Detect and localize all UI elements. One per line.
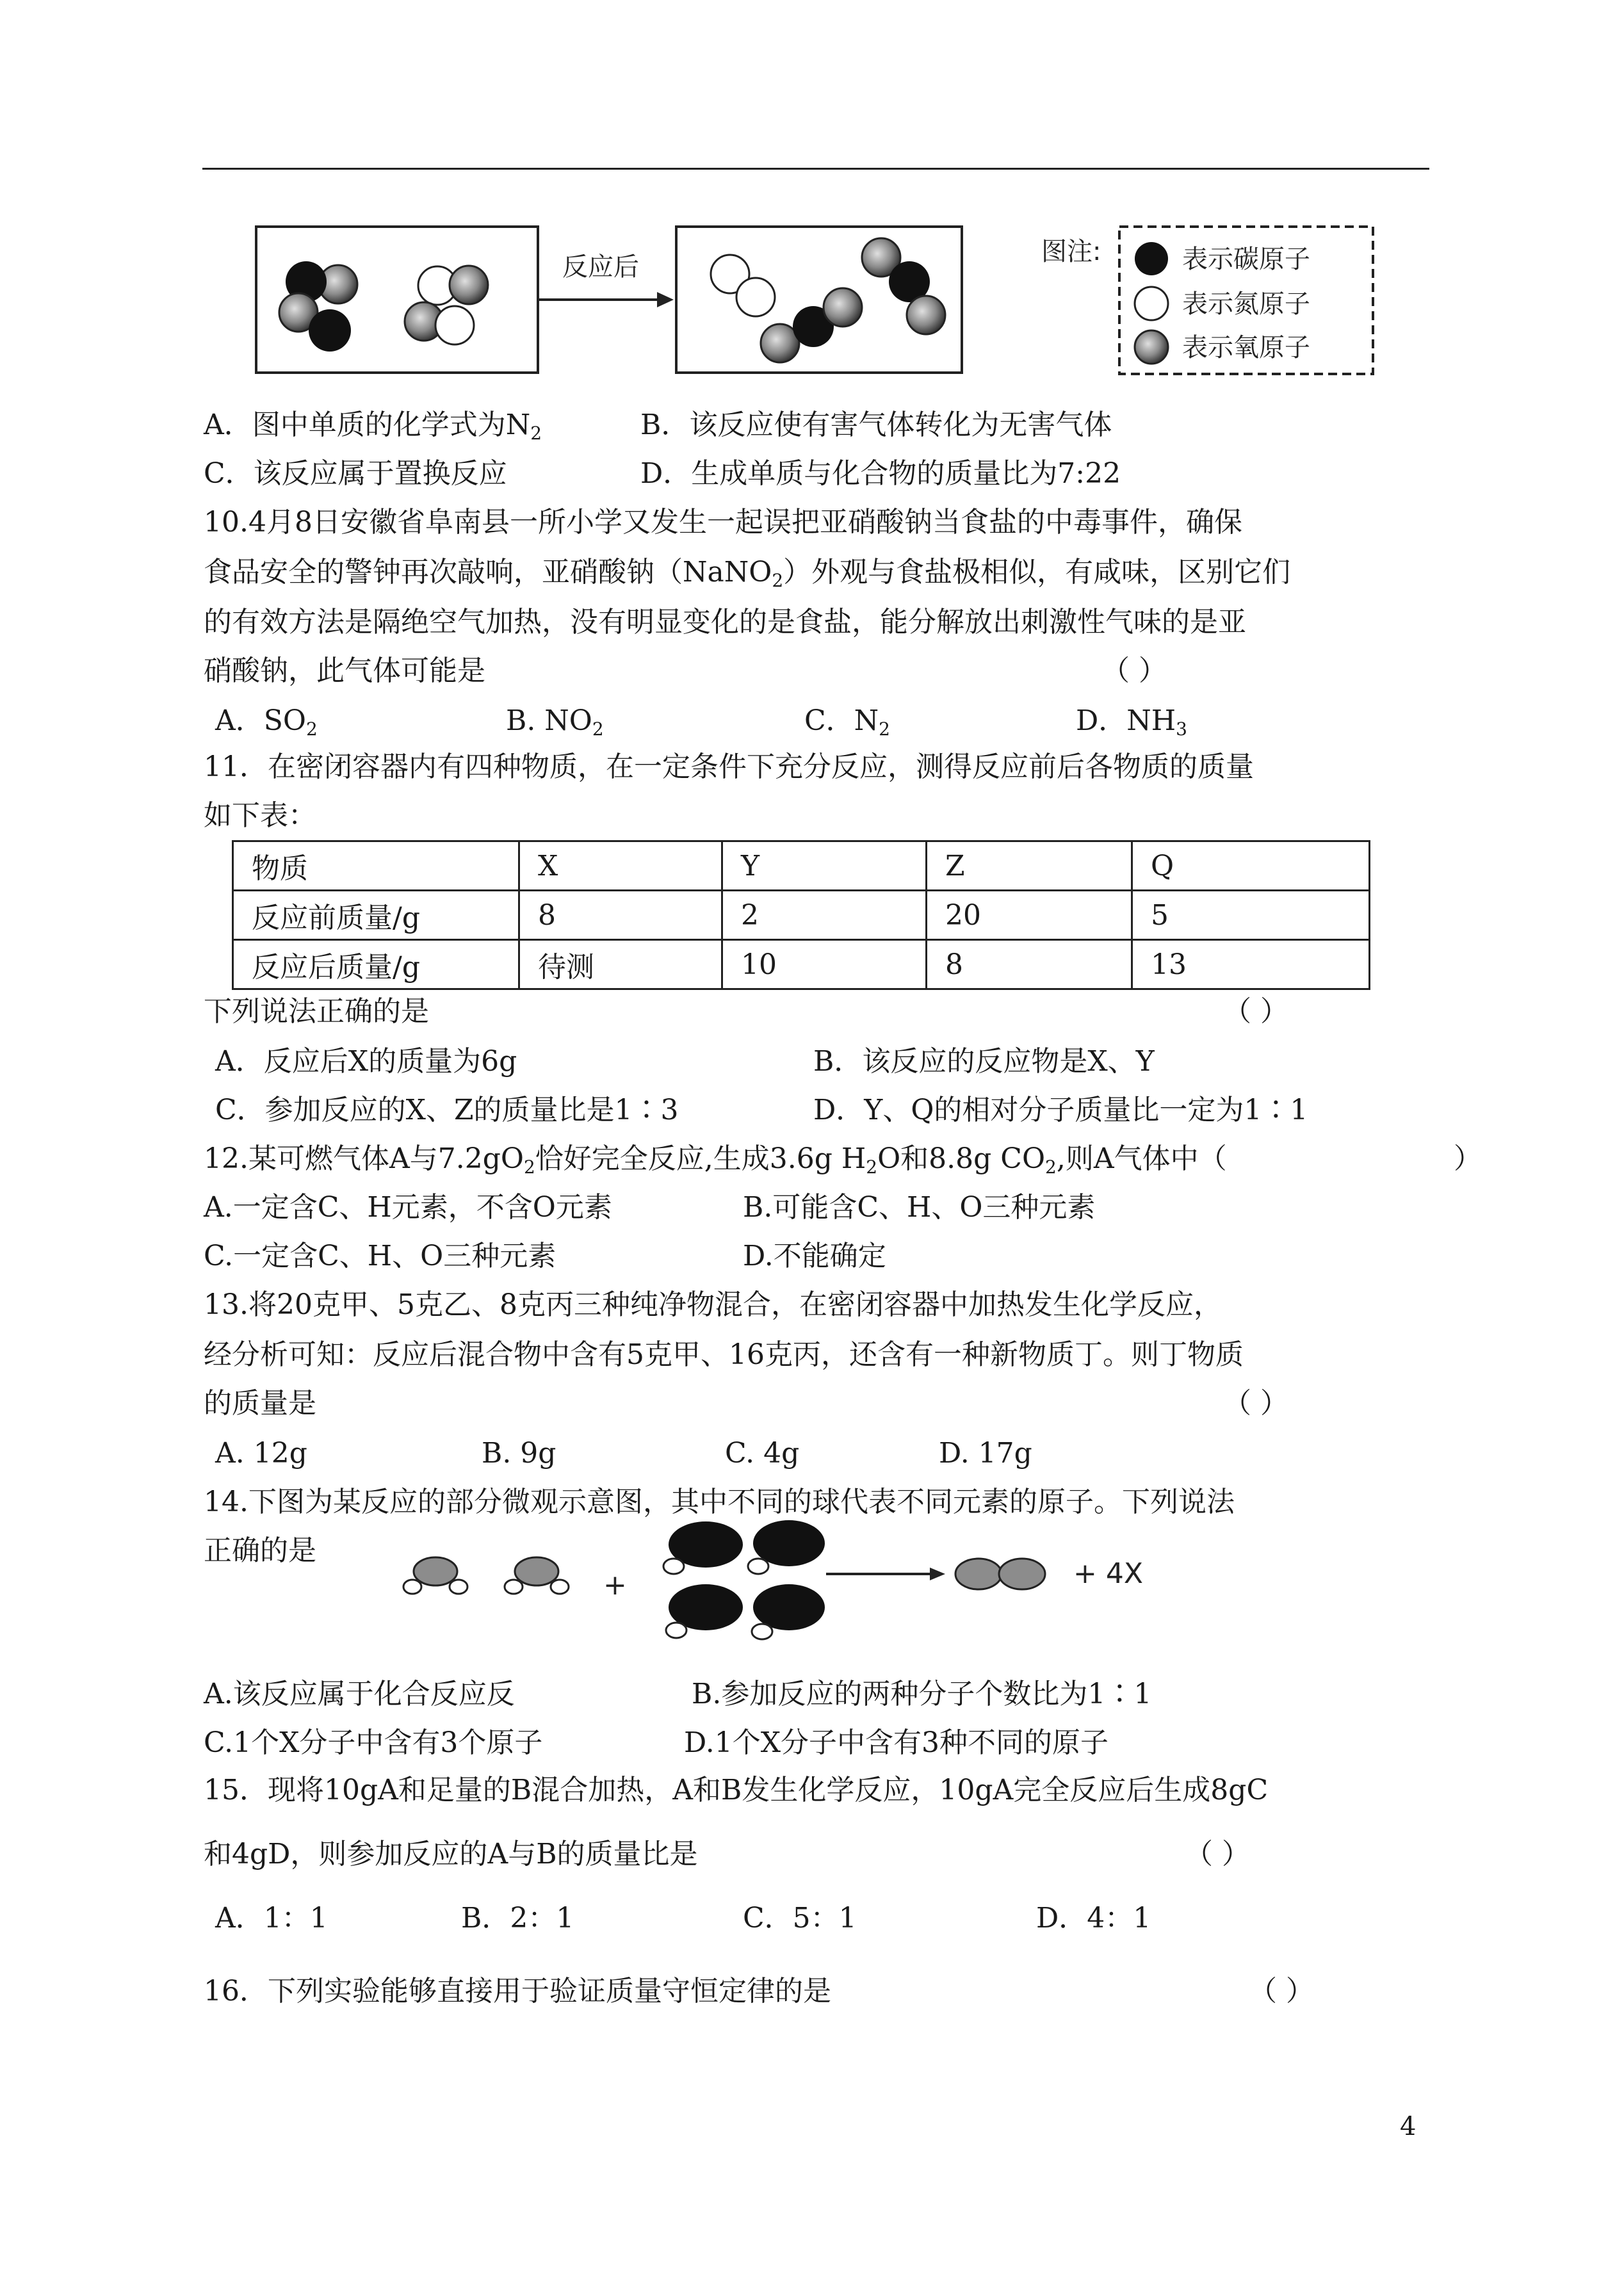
q10-option-c: C．$N_2$ <box>804 704 890 740</box>
q13-option-d: D. 17g <box>939 1437 1032 1470</box>
table-cell: Y <box>722 841 927 891</box>
q9-option-a: A．图中单质的化学式为$N_2$ <box>204 409 542 444</box>
table-cell: Q <box>1132 841 1370 891</box>
nitrogen-atom-icon <box>1135 287 1168 320</box>
table-cell: X <box>519 841 722 891</box>
q10-line-3: 的有效方法是隔绝空气加热，没有明显变化的是食盐，能分解放出刺激性气味的是亚 <box>204 606 1246 638</box>
table-cell: 8 <box>927 940 1132 989</box>
q10-option-d: D．$NH_3$ <box>1076 704 1187 740</box>
q15-option-d: D．4：1 <box>1036 1902 1151 1934</box>
table-cell: 8 <box>519 891 722 940</box>
q10-line-2: 食品安全的警钟再次敲响，亚硝酸钠（NaNO$_2$）外观与食盐极相似，有咸味，区别它们 <box>204 556 1291 591</box>
carbon-atom-icon <box>1135 242 1168 275</box>
page-number: 4 <box>1400 2112 1417 2141</box>
q15-line-1: 15．现将10gA和足量的B混合加热，A和B发生化学反应，10gA完全反应后生成8gC <box>204 1774 1269 1806</box>
header-rule <box>202 168 1429 170</box>
q13-line-3: 的质量是 <box>204 1387 316 1420</box>
q11-prompt: 下列说法正确的是 <box>204 995 429 1028</box>
q14-option-c: C.1个X分子中含有3个原子 <box>204 1726 543 1759</box>
legend-oxygen: 表示氧原子 <box>1182 333 1310 362</box>
product-molecule-icon <box>955 1559 1045 1589</box>
q9-option-d: D．生成单质与化合物的质量比为7:22 <box>640 457 1121 490</box>
table-cell: 物质 <box>233 841 519 891</box>
reactant-molecule-icon <box>505 1557 569 1594</box>
q10-option-b: B. $NO_2$ <box>506 704 604 740</box>
no-molecule-icon <box>418 266 488 305</box>
table-cell: 10 <box>722 940 927 989</box>
q13-option-c: C. 4g <box>725 1437 800 1470</box>
oxygen-atom-icon <box>1135 330 1168 364</box>
answer-bracket: （ ） <box>1223 995 1288 1028</box>
table-row <box>233 940 1370 989</box>
reactant-molecule-icon <box>663 1521 743 1574</box>
table-cell: 2 <box>722 891 927 940</box>
q12-option-d: D.不能确定 <box>743 1240 886 1272</box>
q9-option-b: B．该反应使有害气体转化为无害气体 <box>640 409 1112 441</box>
q14-option-a: A.该反应属于化合反应反 <box>204 1678 515 1710</box>
table-cell: 20 <box>927 891 1132 940</box>
q11-option-d: D．Y、Q的相对分子质量比一定为1∶1 <box>813 1094 1308 1126</box>
q10-option-a: A．$SO_2$ <box>215 704 318 740</box>
q13-line-1: 13.将20克甲、5克乙、8克丙三种纯净物混合，在密闭容器中加热发生化学反应， <box>204 1288 1222 1321</box>
answer-bracket: （ ） <box>1101 654 1167 687</box>
table-cell: 13 <box>1132 940 1370 989</box>
table-row <box>233 841 1370 891</box>
q15-option-b: B．2：1 <box>461 1902 574 1934</box>
co2-molecule-icon <box>862 238 945 334</box>
q12-option-c: C.一定含C、H、O三种元素 <box>204 1240 556 1272</box>
q14-line-2: 正确的是 <box>204 1534 316 1567</box>
q13-line-2: 经分析可知：反应后混合物中含有5克甲、16克丙，还含有一种新物质丁。则丁物质 <box>204 1338 1244 1371</box>
q15-option-c: C．5：1 <box>743 1902 857 1934</box>
co2-molecule-icon <box>761 288 862 362</box>
q16-stem: 16．下列实验能够直接用于验证质量守恒定律的是 <box>204 1975 831 2007</box>
mass-table <box>232 840 1370 990</box>
arrow-label: 反应后 <box>562 252 639 282</box>
no-molecule-icon <box>405 302 474 345</box>
q11-option-b: B．该反应的反应物是X、Y <box>813 1045 1155 1078</box>
table-row <box>233 891 1370 940</box>
q11-line-1: 11．在密闭容器内有四种物质，在一定条件下充分反应，测得反应前后各物质的质量 <box>204 750 1254 783</box>
q12-stem: 12.某可燃气体A与$7.2gO_2$恰好完全反应,生成3.6g $H_2O$和8.8g $CO_2$,则A气体中（ <box>204 1142 1227 1178</box>
q14-line-1: 14.下图为某反应的部分微观示意图，其中不同的球代表不同元素的原子。下列说法 <box>204 1486 1235 1518</box>
reactant-molecule-icon <box>666 1584 743 1638</box>
n2-molecule-icon <box>711 255 775 316</box>
answer-bracket: ） <box>1454 1142 1482 1175</box>
q15-option-a: A．1：1 <box>215 1902 328 1934</box>
legend-nitrogen: 表示氮原子 <box>1182 289 1310 319</box>
reactant-molecule-icon <box>748 1520 825 1574</box>
q14-option-b: B.参加反应的两种分子个数比为1∶1 <box>692 1678 1152 1710</box>
q11-option-c: C．参加反应的X、Z的质量比是1∶3 <box>215 1094 679 1126</box>
table-cell: 待测 <box>519 940 722 989</box>
q10-line-1: 10.4月8日安徽省阜南县一所小学又发生一起误把亚硝酸钠当食盐的中毒事件，确保 <box>204 506 1242 539</box>
q14-option-d: D.1个X分子中含有3种不同的原子 <box>684 1726 1109 1759</box>
product-label: + 4X <box>1073 1557 1143 1590</box>
table-cell: Z <box>927 841 1132 891</box>
reaction-diagram-q9 <box>243 218 1396 391</box>
q11-line-2: 如下表： <box>204 799 316 832</box>
q12-option-a: A.一定含C、H元素，不含O元素 <box>204 1191 612 1224</box>
reactant-molecule-icon <box>403 1557 467 1594</box>
reactant-molecule-icon <box>752 1584 825 1639</box>
q10-line-4: 硝酸钠，此气体可能是 <box>204 654 485 687</box>
legend-title: 图注: <box>1041 237 1101 266</box>
table-cell: 反应后质量/g <box>233 940 519 989</box>
answer-bracket: （ ） <box>1249 1975 1314 2007</box>
q12-option-b: B.可能含C、H、O三种元素 <box>743 1191 1096 1224</box>
legend-carbon: 表示碳原子 <box>1182 245 1310 274</box>
table-cell: 反应前质量/g <box>233 891 519 940</box>
answer-bracket: （ ） <box>1223 1387 1288 1420</box>
q15-line-2: 和4gD，则参加反应的A与B的质量比是 <box>204 1838 698 1870</box>
table-cell: 5 <box>1132 891 1370 940</box>
q13-option-b: B. 9g <box>482 1437 556 1470</box>
reaction-diagram-q14 <box>384 1511 1178 1658</box>
plus-sign: + <box>603 1569 627 1602</box>
q13-option-a: A. 12g <box>215 1437 307 1470</box>
q9-option-c: C．该反应属于置换反应 <box>204 457 507 490</box>
answer-bracket: （ ） <box>1185 1838 1250 1870</box>
q11-option-a: A．反应后X的质量为6g <box>215 1045 517 1078</box>
